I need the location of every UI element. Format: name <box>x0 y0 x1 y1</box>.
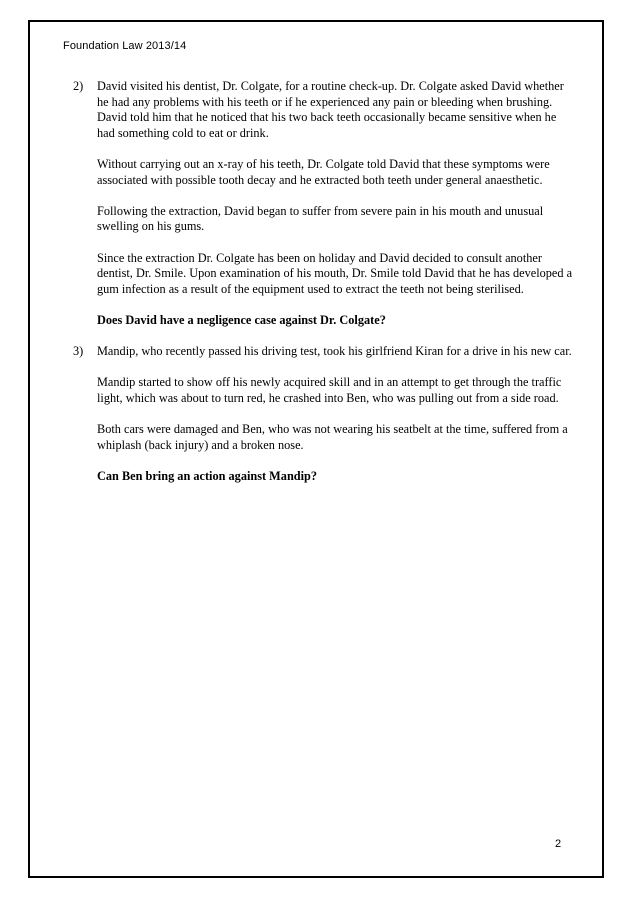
question-item-2 <box>73 79 573 329</box>
paragraph: Both cars were damaged and Ben, who was not wearing his seatbelt at the time, suffered from a whiplash (back injury) and a broken nose. <box>97 422 568 452</box>
paragraph: Mandip, who recently passed his driving test, took his girlfriend Kiran for a drive in his new car. <box>97 344 572 359</box>
paragraph: Without carrying out an x-ray of his teeth, Dr. Colgate told David that these symptoms were associated with possible tooth decay and he extracted both teeth under general anaesthetic. <box>97 156 550 187</box>
question-number: 2) <box>73 79 84 93</box>
question-prompt: Can Ben bring an action against Mandip? <box>97 468 318 483</box>
page-number: 2 <box>555 838 562 850</box>
paragraph: David visited his dentist, Dr. Colgate, for a routine check-up. Dr. Colgate asked David whether he had any problems with his teeth or if he experienced any pain or bleeding when brushing. David told him that he noticed that his two back teeth occasionally became sensitive when he had something cold to eat or drink. <box>97 79 564 140</box>
question-number: 3) <box>73 344 84 359</box>
paragraph: Mandip started to show off his newly acquired skill and in an attempt to get through the traffic light, which was about to turn red, he crashed into Ben, who was pulling out from a side road. <box>97 375 562 405</box>
document-header: Foundation Law 2013/14 <box>63 40 187 52</box>
question-prompt: Does David have a negligence case against Dr. Colgate? <box>97 312 386 327</box>
document-body <box>73 79 573 500</box>
question-item-3 <box>73 344 573 484</box>
paragraph: Following the extraction, David began to suffer from severe pain in his mouth and unusual swelling on his gums. <box>97 203 544 234</box>
paragraph: Since the extraction Dr. Colgate has been on holiday and David decided to consult another dentist, Dr. Smile. Upon examination of his mouth, Dr. Smile told David that he has developed a gum infection as a result of the equipment used to extract the teeth not being sterilised. <box>97 250 573 296</box>
